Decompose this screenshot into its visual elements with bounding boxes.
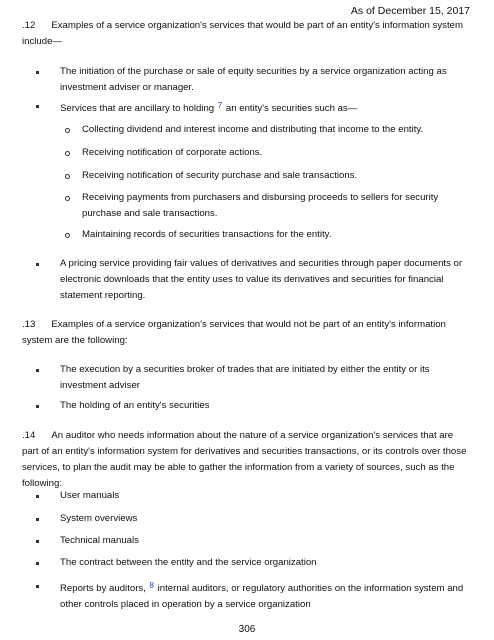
sub-list-item <box>82 168 472 184</box>
list-item-text: The holding of an entity's securities <box>60 400 210 411</box>
list-item-text: A pricing service providing fair values of derivatives and securities through paper documents or electronic downloads that the entity uses to value its derivatives and securities for financial statement reporting. <box>60 258 463 301</box>
paragraph-number: .13 <box>22 319 36 330</box>
list-item-text: Reports by auditors, <box>60 583 146 594</box>
sub-list-item-text: Receiving notification of security purchase and sale transactions. <box>82 170 358 181</box>
sub-list-item <box>82 190 472 222</box>
list-item-text: The initiation of the purchase or sale of equity securities by a service organization acting as investment adviser or manager. <box>60 66 447 93</box>
paragraph-text: Examples of a service organization's services that would be part of an entity's information system include— <box>22 20 463 47</box>
footnote-link-7[interactable]: 7 <box>217 101 223 110</box>
list-item-text: System overviews <box>60 513 138 524</box>
paragraph-text: Examples of a service organization's services that would not be part of an entity's information system are the following: <box>22 319 446 346</box>
list-item <box>60 578 470 613</box>
list-item <box>60 398 470 414</box>
list-item <box>60 555 470 571</box>
list-item-text: an entity's securities such as— <box>225 103 358 114</box>
footnote-link-8[interactable]: 8 <box>149 581 154 590</box>
page-number: 306 <box>238 624 256 635</box>
header-date: As of December 15, 2017 <box>350 5 470 17</box>
sub-list-item <box>82 122 472 138</box>
list-item <box>60 488 470 504</box>
list-item-text: The contract between the entity and the service organization <box>60 557 317 568</box>
paragraph-number: .14 <box>22 430 36 441</box>
paragraph-14 <box>22 428 472 492</box>
sub-list-item-text: Maintaining records of securities transactions for the entity. <box>82 229 332 240</box>
list-item-text: Services that are ancillary to holding <box>60 103 215 114</box>
sub-list-item <box>82 145 472 161</box>
paragraph-12 <box>22 18 472 50</box>
sub-list-item-text: Collecting dividend and interest income and distributing that income to the entity. <box>82 124 424 135</box>
list-item-text: User manuals <box>60 490 120 501</box>
sub-list-item-text: Receiving notification of corporate actions. <box>82 147 263 158</box>
list-item-text: The execution by a securities broker of trades that are initiated by either the entity or its investment adviser <box>60 364 430 391</box>
list-item-text: internal auditors, or regulatory authorities on the information system and other controls placed in operation by a service organization <box>60 583 464 610</box>
sub-list-item-text: Receiving payments from purchasers and disbursing proceeds to sellers for security purchase and sale transactions. <box>82 192 439 219</box>
list-item <box>60 256 470 304</box>
paragraph-number: .12 <box>22 20 36 31</box>
list-item-text: Technical manuals <box>60 535 139 546</box>
list-item <box>60 362 470 394</box>
paragraph-text: An auditor who needs information about the nature of a service organization's services that are part of an entity's information system for derivatives and securities transactions, or its controls over those services, to plan the audit may be able to gather the information from a variety of sources, such as the following: <box>22 430 467 489</box>
list-item <box>60 64 470 96</box>
list-item <box>60 533 470 549</box>
sub-list-item <box>82 227 472 243</box>
list-item <box>60 98 470 117</box>
paragraph-13 <box>22 317 472 349</box>
list-item <box>60 511 470 527</box>
